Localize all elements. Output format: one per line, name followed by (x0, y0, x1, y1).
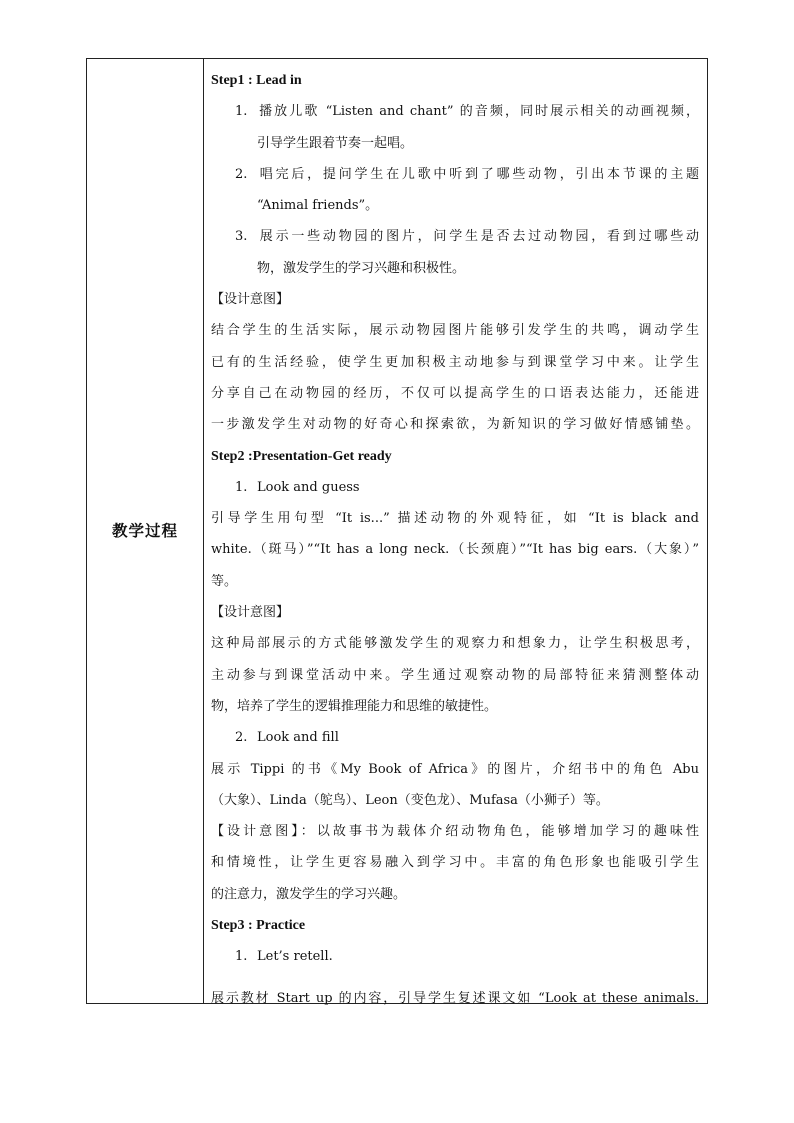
step1-intent-line: 已有的生活经验，使学生更加积极主动地参与到课堂学习中来。让学生 (211, 354, 699, 370)
step1-intent-line: 结合学生的生活实际，展示动物园图片能够引发学生的共鸣，调动学生 (211, 323, 699, 339)
step2-intent-heading: 【设计意图】 (211, 605, 290, 621)
step1-intent-heading: 【设计意图】 (211, 292, 290, 308)
step2-intent2-line: 的注意力，激发学生的学习兴趣。 (211, 886, 407, 902)
step2-intent-line: 主动参与到课堂活动中来。学生通过观察动物的局部特征来猜测整体动 (211, 667, 699, 683)
step2-title: Step2 :Presentation-Get ready (211, 448, 392, 464)
step2-fill-line: （大象）、Linda（鸵鸟）、Leon（变色龙）、Mufasa（小狮子）等。 (211, 792, 609, 808)
column-divider (203, 59, 204, 1003)
step2-intent2-line: 【设计意图】：以故事书为载体介绍动物角色，能够增加学习的趣味性 (211, 824, 699, 840)
step1-item-3: 3. 展示一些动物园的图片，问学生是否去过动物园，看到过哪些动 (235, 229, 699, 245)
step2-guess-line: 等。 (211, 573, 238, 589)
step1-intent-line: 一步激发学生对动物的好奇心和探索欲，为新知识的学习做好情感铺垫。 (211, 417, 699, 433)
content-cell (211, 65, 699, 1014)
step2-fill-line: 展示 Tippi 的书《My Book of Africa》的图片，介绍书中的角色 Abu (211, 761, 699, 777)
step2-intent2-line: 和情境性，让学生更容易融入到学习中。丰富的角色形象也能吸引学生 (211, 855, 699, 871)
step2-guess-line: white.（斑马）”“It has a long neck.（长颈鹿）”“It has big ears.（大象）” (211, 542, 699, 558)
step1-item-1-cont: 引导学生跟着节奏一起唱。 (257, 135, 414, 151)
step1-title: Step1 : Lead in (211, 73, 302, 88)
section-label: 教学过程 (111, 522, 178, 540)
step2-intent-line: 物，培养了学生的逻辑推理能力和思维的敏捷性。 (211, 698, 498, 714)
step1-item-3-cont: 物，激发学生的学习兴趣和积极性。 (257, 260, 466, 276)
step2-item-2: 2. Look and fill (235, 730, 339, 746)
step3-line: 展示教材 Start up 的内容，引导学生复述课文如 “Look at these animals. (211, 990, 699, 1006)
lesson-table (86, 58, 708, 1004)
step1-item-1: 1. 播放儿歌 “Listen and chant” 的音频，同时展示相关的动画视频， (235, 104, 699, 120)
step2-intent-line: 这种局部展示的方式能够激发学生的观察力和想象力，让学生积极思考， (211, 636, 699, 652)
step3-title: Step3 : Practice (211, 918, 306, 934)
step1-item-2: 2. 唱完后，提问学生在儿歌中听到了哪些动物，引出本节课的主题 (235, 166, 699, 182)
step1-item-2-cont: “Animal friends”。 (257, 198, 379, 214)
step2-item-1: 1. Look and guess (235, 479, 360, 495)
step3-item-1: 1. Let’s retell. (235, 949, 333, 965)
step2-guess-line: 引导学生用句型 “It is...” 描述动物的外观特征，如 “It is black and (211, 511, 699, 527)
step1-intent-line: 分享自己在动物园的经历，不仅可以提高学生的口语表达能力，还能进 (211, 385, 699, 401)
